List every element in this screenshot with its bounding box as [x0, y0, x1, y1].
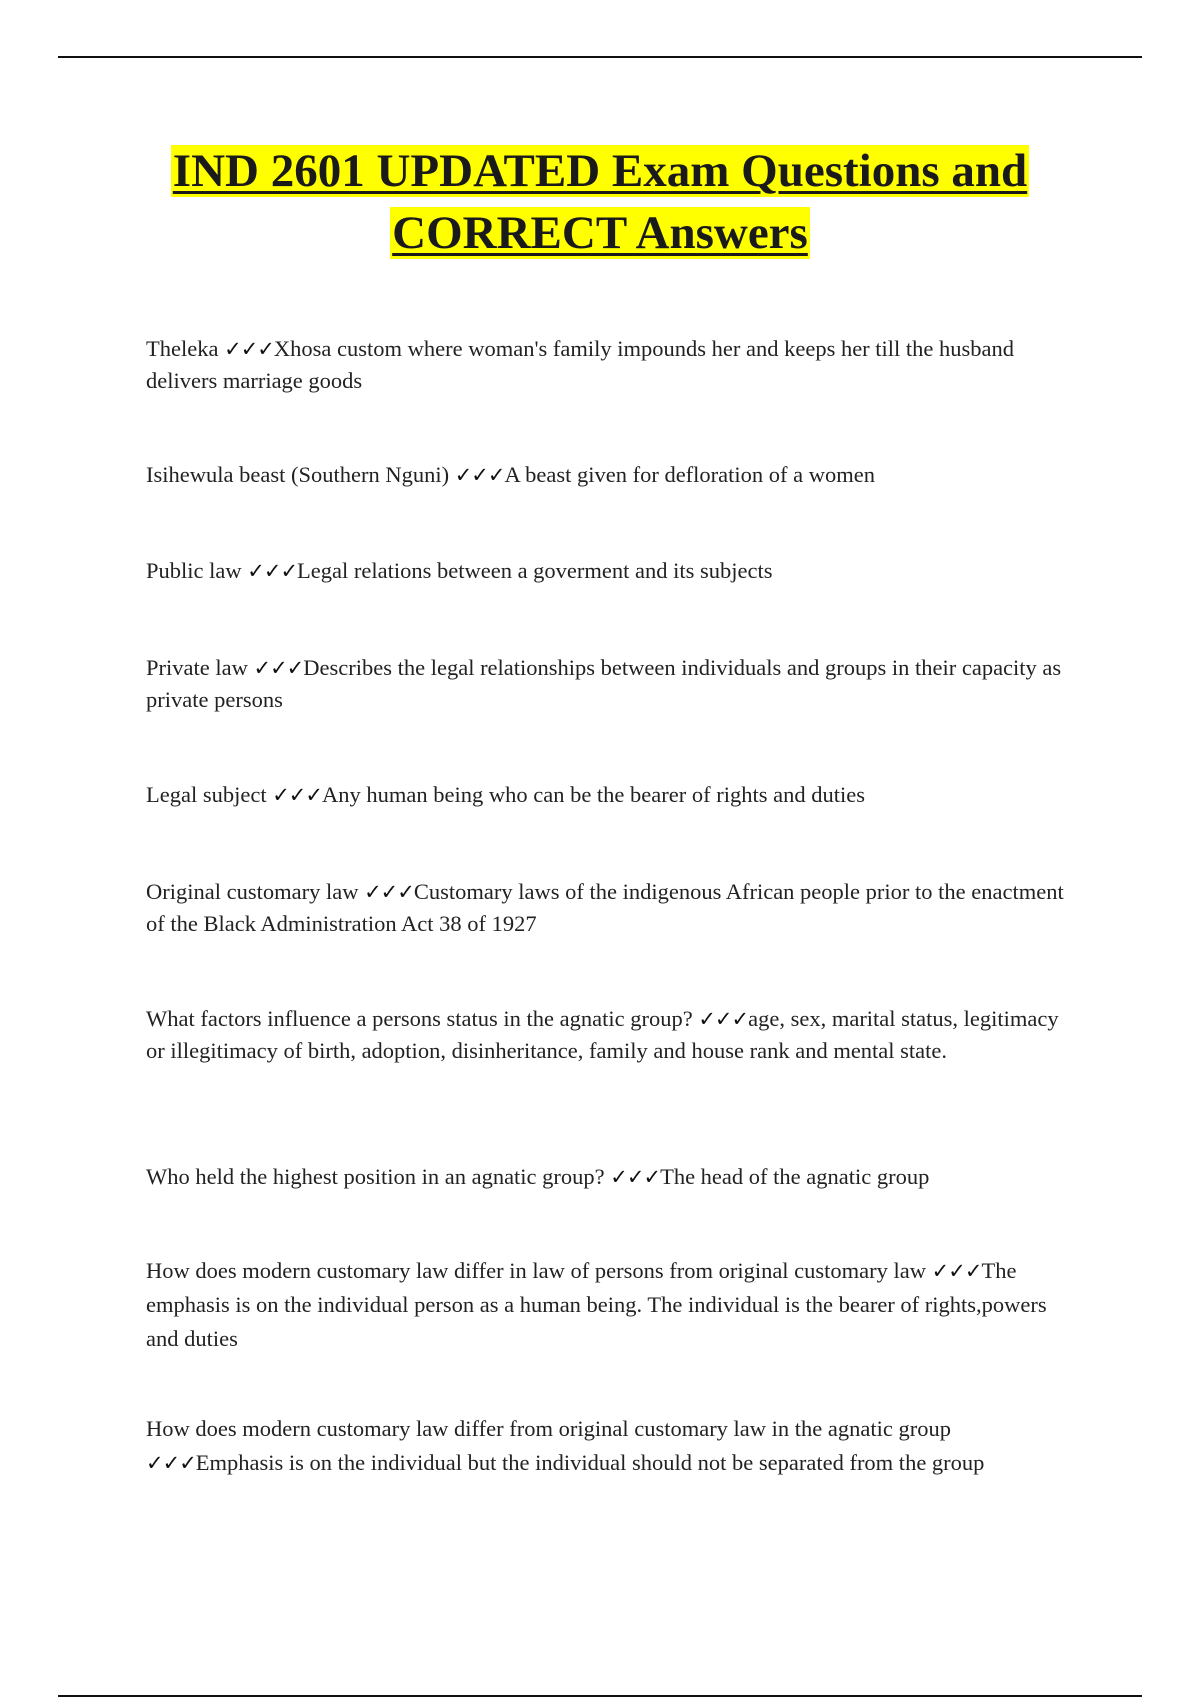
qa-answer: Xhosa custom where woman's family impounds her and keeps her till the husband delivers marriage goods [146, 336, 1015, 393]
check-marks-icon: ✓✓✓ [698, 1007, 749, 1031]
qa-term: Private law [146, 655, 254, 680]
title-line-1: IND 2601 UPDATED Exam Questions and [172, 145, 1028, 197]
qa-answer: The emphasis is on the individual person as a human being. The individual is the bearer of rights,powers and duties [146, 1258, 1047, 1351]
qa-term: Isihewula beast (Southern Nguni) [146, 462, 455, 487]
qa-term: Public law [146, 558, 248, 583]
qa-answer: age, sex, marital status, legitimacy or illegitimacy of birth, adoption, disinheritance, family and house rank and mental state. [146, 1006, 1059, 1063]
qa-answer: Any human being who can be the bearer of rights and duties [322, 782, 865, 807]
qa-term: Legal subject [146, 782, 273, 807]
qa-item [146, 1003, 1066, 1066]
check-marks-icon: ✓✓✓ [253, 656, 304, 680]
document-title [100, 140, 1100, 264]
qa-term: How does modern customary law differ from original customary law in the agnatic group [146, 1416, 951, 1441]
qa-answer: Emphasis is on the individual but the individual should not be separated from the group [195, 1450, 985, 1475]
qa-answer: A beast given for defloration of a women [504, 462, 875, 487]
qa-item [146, 333, 1066, 396]
check-marks-icon: ✓✓✓ [146, 1451, 196, 1475]
qa-item [146, 555, 1066, 587]
qa-term: Who held the highest position in an agnatic group? [146, 1164, 611, 1189]
qa-item [146, 876, 1066, 939]
top-rule [58, 56, 1142, 58]
qa-item [146, 1412, 1066, 1480]
check-marks-icon: ✓✓✓ [247, 559, 298, 583]
qa-answer: Describes the legal relationships between individuals and groups in their capacity as private persons [146, 655, 1062, 712]
check-marks-icon: ✓✓✓ [454, 463, 505, 487]
bottom-rule [58, 1695, 1142, 1697]
qa-item [146, 652, 1066, 715]
qa-term: Original customary law [146, 879, 365, 904]
qa-answer: The head of the agnatic group [660, 1164, 930, 1189]
check-marks-icon: ✓✓✓ [272, 783, 322, 807]
check-marks-icon: ✓✓✓ [224, 337, 274, 361]
qa-item [146, 779, 1066, 811]
qa-term: Theleka [146, 336, 225, 361]
qa-item [146, 1254, 1066, 1356]
check-marks-icon: ✓✓✓ [610, 1165, 661, 1189]
title-line-2: CORRECT Answers [392, 207, 808, 259]
qa-answer: Legal relations between a goverment and its subjects [297, 558, 773, 583]
qa-item [146, 459, 1066, 491]
check-marks-icon: ✓✓✓ [931, 1259, 982, 1283]
qa-term: What factors influence a persons status in the agnatic group? [146, 1006, 699, 1031]
qa-answer: Customary laws of the indigenous African people prior to the enactment of the Black Administration Act 38 of 1927 [146, 879, 1064, 936]
qa-term: How does modern customary law differ in law of persons from original customary law [146, 1258, 932, 1283]
check-marks-icon: ✓✓✓ [364, 880, 414, 904]
qa-item [146, 1161, 1066, 1193]
